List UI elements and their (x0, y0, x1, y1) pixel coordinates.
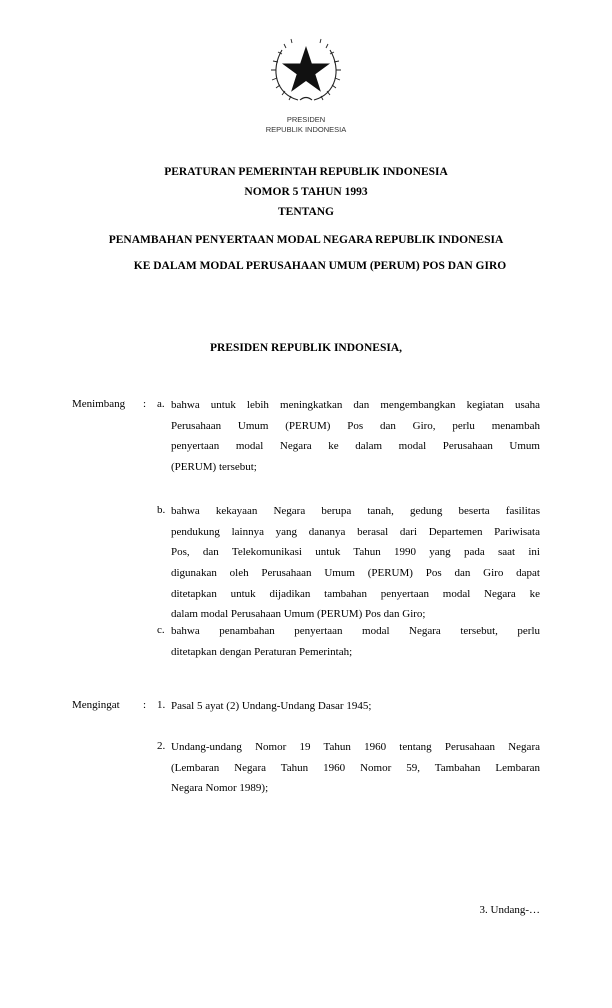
title-line-1: PERATURAN PEMERINTAH REPUBLIK INDONESIA (164, 166, 448, 178)
text-line: ditetapkan dengan Peraturan Pemerintah; (171, 645, 353, 658)
emblem-icon (268, 32, 344, 108)
item-number: 1. (157, 699, 166, 711)
heading: PRESIDEN REPUBLIK INDONESIA, (209, 342, 403, 354)
text-line: dalam modal Perusahaan Umum (PERUM) Pos dan Giro; (171, 608, 426, 621)
menimbang-colon: : (143, 398, 147, 410)
text-line: Negara Nomor 1989); (171, 782, 269, 795)
text-line: bahwa untuk lebih meningkatkan dan mengembangkan kegiatan usaha (171, 399, 540, 411)
continuation-footer: 3. Undang-… (479, 904, 540, 916)
text-line: bahwa penambahan penyertaan modal Negara tersebut, perlu (171, 625, 540, 637)
text-line: bahwa kekayaan Negara berupa tanah, gedung beserta fasilitas (171, 505, 540, 517)
menimbang-item-b (171, 501, 540, 625)
mengingat-colon: : (143, 699, 147, 711)
menimbang-item-a (171, 395, 540, 478)
title-line-2: NOMOR 5 TAHUN 1993 (244, 186, 368, 198)
text-line: digunakan oleh Perusahaan Umum (PERUM) Pos dan Giro dapat (171, 567, 540, 580)
item-number: a. (157, 398, 165, 410)
mengingat-label: Mengingat (72, 699, 120, 711)
text-line: (Lembaran Negara Tahun 1960 Nomor 59, Tambahan Lembaran (171, 761, 540, 774)
text-line: ditetapkan untuk dijadikan tambahan penyertaan modal Negara ke (171, 587, 540, 600)
text-line: pendukung lainnya yang dananya berasal dari Departemen Pariwisata (171, 525, 540, 538)
text-line: Undang-undang Nomor 19 Tahun 1960 tentang Perusahaan Negara (171, 741, 540, 753)
item-number: b. (157, 504, 166, 516)
item-number: 2. (157, 740, 166, 752)
text-line: (PERUM) tersebut; (171, 461, 257, 474)
menimbang-item-c (171, 621, 540, 662)
mengingat-item-2 (171, 737, 540, 799)
emblem-caption-presiden: PRESIDEN (286, 115, 326, 124)
mengingat-item-1 (171, 696, 540, 717)
text-line: Pos, dan Telekomunikasi untuk Tahun 1990 yang pada saat ini (171, 546, 540, 559)
title-line-3: TENTANG (277, 206, 335, 218)
menimbang-label: Menimbang (72, 398, 126, 410)
text-line: Perusahaan Umum (PERUM) Pos dan Giro, perlu menambah (171, 419, 540, 432)
title-line-4: PENAMBAHAN PENYERTAAN MODAL NEGARA REPUBLIK INDONESIA (108, 234, 504, 246)
text-line: Pasal 5 ayat (2) Undang-Undang Dasar 1945; (171, 700, 372, 712)
emblem-caption-republik: REPUBLIK INDONESIA (265, 125, 347, 134)
item-number: c. (157, 624, 165, 636)
text-line: penyertaan modal Negara ke dalam modal Perusahaan Umum (171, 440, 540, 453)
title-line-5: KE DALAM MODAL PERUSAHAAN UMUM (PERUM) POS DAN GIRO (133, 260, 507, 272)
